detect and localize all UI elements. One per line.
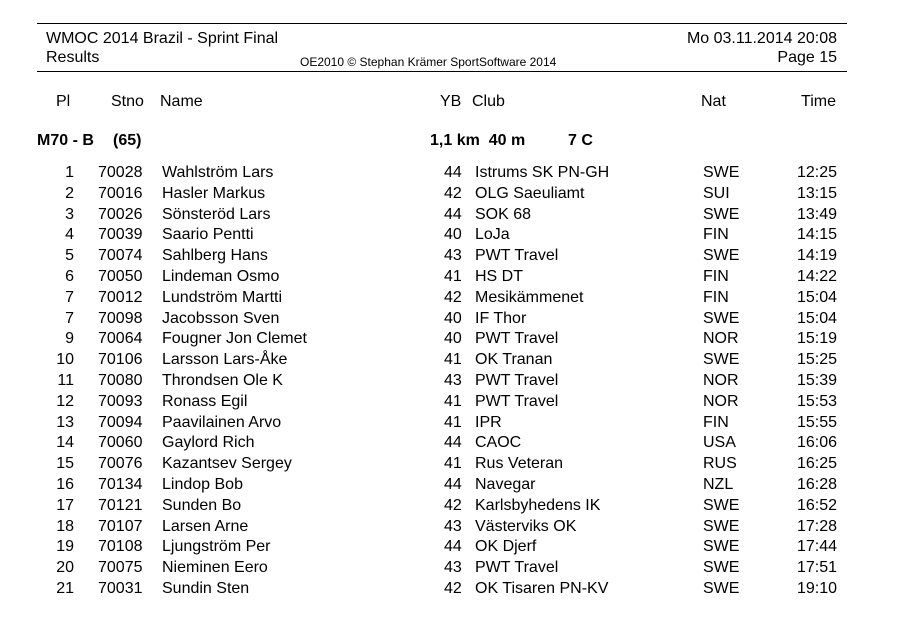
table-row <box>0 518 904 539</box>
cell-stno: 70093 <box>98 392 143 410</box>
cell-pl: 11 <box>57 371 74 389</box>
cell-yb: 44 <box>444 538 462 556</box>
cell-nat: SWE <box>703 351 740 369</box>
event-title: WMOC 2014 Brazil - Sprint Final <box>46 30 279 47</box>
table-row <box>0 434 904 455</box>
cell-name: Sahlberg Hans <box>162 247 268 265</box>
cell-nat: NOR <box>703 330 739 348</box>
cell-name: Fougner Jon Clemet <box>162 330 307 348</box>
cell-time: 17:51 <box>796 559 837 577</box>
cell-name: Lundström Martti <box>162 288 283 306</box>
cell-club: Karlsbyhedens IK <box>475 496 601 514</box>
cell-nat: SWE <box>703 517 740 535</box>
document-subtitle: Results <box>46 49 100 66</box>
cell-yb: 43 <box>444 517 462 535</box>
cell-time: 17:44 <box>796 538 837 556</box>
cell-club: IF Thor <box>475 309 527 327</box>
cell-nat: SWE <box>703 309 740 327</box>
table-row <box>0 393 904 414</box>
cell-nat: NOR <box>703 392 739 410</box>
cell-name: Saario Pentti <box>162 226 254 244</box>
cell-stno: 70050 <box>98 267 143 285</box>
cell-nat: FIN <box>703 226 729 244</box>
cell-yb: 41 <box>444 392 462 410</box>
cell-stno: 70121 <box>98 496 143 514</box>
cell-time: 15:55 <box>796 413 837 431</box>
cell-pl: 6 <box>65 267 74 285</box>
cell-pl: 20 <box>56 559 74 577</box>
cell-nat: SWE <box>703 579 740 597</box>
cell-time: 16:52 <box>796 496 837 514</box>
table-row <box>0 247 904 268</box>
cell-stno: 70076 <box>98 455 143 473</box>
column-header-name: Name <box>160 93 203 110</box>
cell-time: 16:25 <box>796 455 837 473</box>
cell-yb: 44 <box>444 434 462 452</box>
cell-name: Throndsen Ole K <box>162 371 283 389</box>
table-row <box>0 226 904 247</box>
cell-yb: 43 <box>444 371 462 389</box>
cell-yb: 40 <box>444 330 462 348</box>
cell-nat: FIN <box>703 413 729 431</box>
cell-pl: 17 <box>56 496 74 514</box>
cell-club: SOK 68 <box>475 205 532 223</box>
cell-name: Ljungström Per <box>162 538 271 556</box>
cell-pl: 19 <box>56 538 74 556</box>
table-row <box>0 497 904 518</box>
column-header-stno: Stno <box>111 93 144 110</box>
cell-time: 15:25 <box>796 351 837 369</box>
cell-stno: 70107 <box>98 517 143 535</box>
cell-stno: 70064 <box>98 330 143 348</box>
cell-pl: 2 <box>65 184 74 202</box>
cell-stno: 70026 <box>98 205 143 223</box>
cell-time: 14:19 <box>796 247 837 265</box>
cell-yb: 42 <box>444 496 462 514</box>
cell-name: Hasler Markus <box>162 184 266 202</box>
column-header-club: Club <box>472 93 505 110</box>
cell-name: Larsen Arne <box>162 517 249 535</box>
cell-stno: 70074 <box>98 247 143 265</box>
cell-stno: 70094 <box>98 413 143 431</box>
table-row <box>0 559 904 580</box>
cell-club: PWT Travel <box>475 371 559 389</box>
cell-stno: 70098 <box>98 309 143 327</box>
cell-pl: 14 <box>56 434 74 452</box>
cell-club: PWT Travel <box>475 330 559 348</box>
cell-pl: 3 <box>65 205 74 223</box>
table-row <box>0 164 904 185</box>
cell-name: Sundin Sten <box>162 579 250 597</box>
cell-name: Ronass Egil <box>162 392 248 410</box>
cell-time: 14:22 <box>796 267 837 285</box>
cell-stno: 70106 <box>98 351 143 369</box>
cell-stno: 70031 <box>98 579 143 597</box>
header-top-rule <box>37 23 847 24</box>
cell-yb: 44 <box>444 475 462 493</box>
cell-nat: USA <box>703 434 736 452</box>
cell-stno: 70075 <box>98 559 143 577</box>
cell-club: Västerviks OK <box>475 517 577 535</box>
cell-nat: SUI <box>703 184 730 202</box>
cell-yb: 42 <box>444 579 462 597</box>
cell-pl: 15 <box>56 455 74 473</box>
cell-yb: 41 <box>444 413 462 431</box>
cell-club: Rus Veteran <box>475 455 564 473</box>
table-row <box>0 206 904 227</box>
table-row <box>0 476 904 497</box>
cell-stno: 70039 <box>98 226 143 244</box>
cell-pl: 5 <box>65 247 74 265</box>
course-length-climb: 1,1 km 40 m <box>430 132 526 149</box>
cell-pl: 12 <box>56 392 74 410</box>
cell-club: LoJa <box>475 226 510 244</box>
cell-time: 15:53 <box>796 392 837 410</box>
cell-name: Paavilainen Arvo <box>162 413 282 431</box>
column-header-time: Time <box>801 93 836 110</box>
cell-name: Sunden Bo <box>162 496 242 514</box>
cell-time: 13:49 <box>796 205 837 223</box>
cell-club: Navegar <box>475 475 536 493</box>
page-number: Page 15 <box>777 49 837 66</box>
control-count: 7 C <box>568 132 593 149</box>
cell-time: 13:15 <box>796 184 837 202</box>
cell-club: PWT Travel <box>475 392 559 410</box>
cell-name: Nieminen Eero <box>162 559 268 577</box>
column-header-pl: Pl <box>56 93 71 110</box>
class-name: M70 - B <box>37 132 94 149</box>
cell-name: Kazantsev Sergey <box>162 455 292 473</box>
cell-yb: 40 <box>444 226 462 244</box>
table-row <box>0 351 904 372</box>
cell-nat: SWE <box>703 247 740 265</box>
cell-stno: 70060 <box>98 434 143 452</box>
cell-time: 15:19 <box>796 330 837 348</box>
cell-pl: 4 <box>65 226 74 244</box>
cell-time: 15:39 <box>796 371 837 389</box>
cell-stno: 70134 <box>98 475 143 493</box>
table-row <box>0 580 904 601</box>
cell-pl: 7 <box>65 309 74 327</box>
cell-yb: 41 <box>444 455 462 473</box>
results-table <box>0 164 904 601</box>
cell-stno: 70012 <box>98 288 143 306</box>
cell-club: Mesikämmenet <box>475 288 584 306</box>
cell-pl: 16 <box>56 475 74 493</box>
class-count: (65) <box>113 132 142 149</box>
cell-time: 16:06 <box>796 434 837 452</box>
cell-name: Sönsteröd Lars <box>162 205 271 223</box>
table-row <box>0 330 904 351</box>
table-row <box>0 185 904 206</box>
cell-stno: 70080 <box>98 371 143 389</box>
cell-pl: 7 <box>65 288 74 306</box>
cell-yb: 43 <box>444 559 462 577</box>
cell-stno: 70028 <box>98 164 143 181</box>
cell-nat: RUS <box>703 455 737 473</box>
column-header-nat: Nat <box>701 93 726 110</box>
cell-yb: 41 <box>444 351 462 369</box>
table-row <box>0 455 904 476</box>
cell-club: OK Djerf <box>475 538 537 556</box>
cell-nat: NOR <box>703 371 739 389</box>
cell-club: CAOC <box>475 434 522 452</box>
cell-nat: SWE <box>703 205 740 223</box>
print-datetime: Mo 03.11.2014 20:08 <box>686 30 837 47</box>
software-credit: OE2010 © Stephan Krämer SportSoftware 2014 <box>300 55 557 69</box>
cell-nat: NZL <box>703 475 734 493</box>
cell-club: IPR <box>475 413 502 431</box>
cell-time: 19:10 <box>796 579 837 597</box>
cell-nat: FIN <box>703 288 729 306</box>
cell-yb: 41 <box>444 267 462 285</box>
cell-nat: SWE <box>703 496 740 514</box>
cell-club: OK Tisaren PN-KV <box>475 579 609 597</box>
header-bottom-rule <box>37 71 847 72</box>
cell-name: Jacobsson Sven <box>162 309 280 327</box>
table-row <box>0 289 904 310</box>
cell-yb: 40 <box>444 309 462 327</box>
cell-club: Istrums SK PN-GH <box>475 164 610 181</box>
cell-name: Gaylord Rich <box>162 434 255 452</box>
cell-name: Lindop Bob <box>162 475 243 493</box>
cell-club: HS DT <box>475 267 523 285</box>
cell-time: 12:25 <box>796 164 837 181</box>
cell-yb: 42 <box>444 288 462 306</box>
cell-time: 15:04 <box>796 288 837 306</box>
cell-club: OK Tranan <box>475 351 553 369</box>
table-row <box>0 538 904 559</box>
cell-name: Wahlström Lars <box>162 164 274 181</box>
cell-time: 16:28 <box>796 475 837 493</box>
cell-time: 15:04 <box>796 309 837 327</box>
table-row <box>0 372 904 393</box>
cell-pl: 1 <box>65 164 74 181</box>
cell-name: Lindeman Osmo <box>162 267 280 285</box>
cell-pl: 18 <box>56 517 74 535</box>
cell-yb: 42 <box>444 184 462 202</box>
cell-club: OLG Saeuliamt <box>475 184 585 202</box>
cell-nat: SWE <box>703 538 740 556</box>
cell-pl: 13 <box>56 413 74 431</box>
cell-nat: SWE <box>703 164 740 181</box>
cell-club: PWT Travel <box>475 559 559 577</box>
cell-nat: FIN <box>703 267 729 285</box>
cell-pl: 10 <box>56 351 74 369</box>
cell-pl: 21 <box>56 579 74 597</box>
cell-stno: 70016 <box>98 184 143 202</box>
cell-yb: 44 <box>444 164 462 181</box>
cell-time: 17:28 <box>796 517 837 535</box>
cell-pl: 9 <box>65 330 74 348</box>
cell-time: 14:15 <box>796 226 837 244</box>
column-header-yb: YB <box>440 93 462 110</box>
cell-stno: 70108 <box>98 538 143 556</box>
cell-yb: 44 <box>444 205 462 223</box>
cell-yb: 43 <box>444 247 462 265</box>
cell-club: PWT Travel <box>475 247 559 265</box>
cell-name: Larsson Lars-Åke <box>162 351 288 369</box>
table-row <box>0 414 904 435</box>
table-row <box>0 310 904 331</box>
cell-nat: SWE <box>703 559 740 577</box>
table-row <box>0 268 904 289</box>
